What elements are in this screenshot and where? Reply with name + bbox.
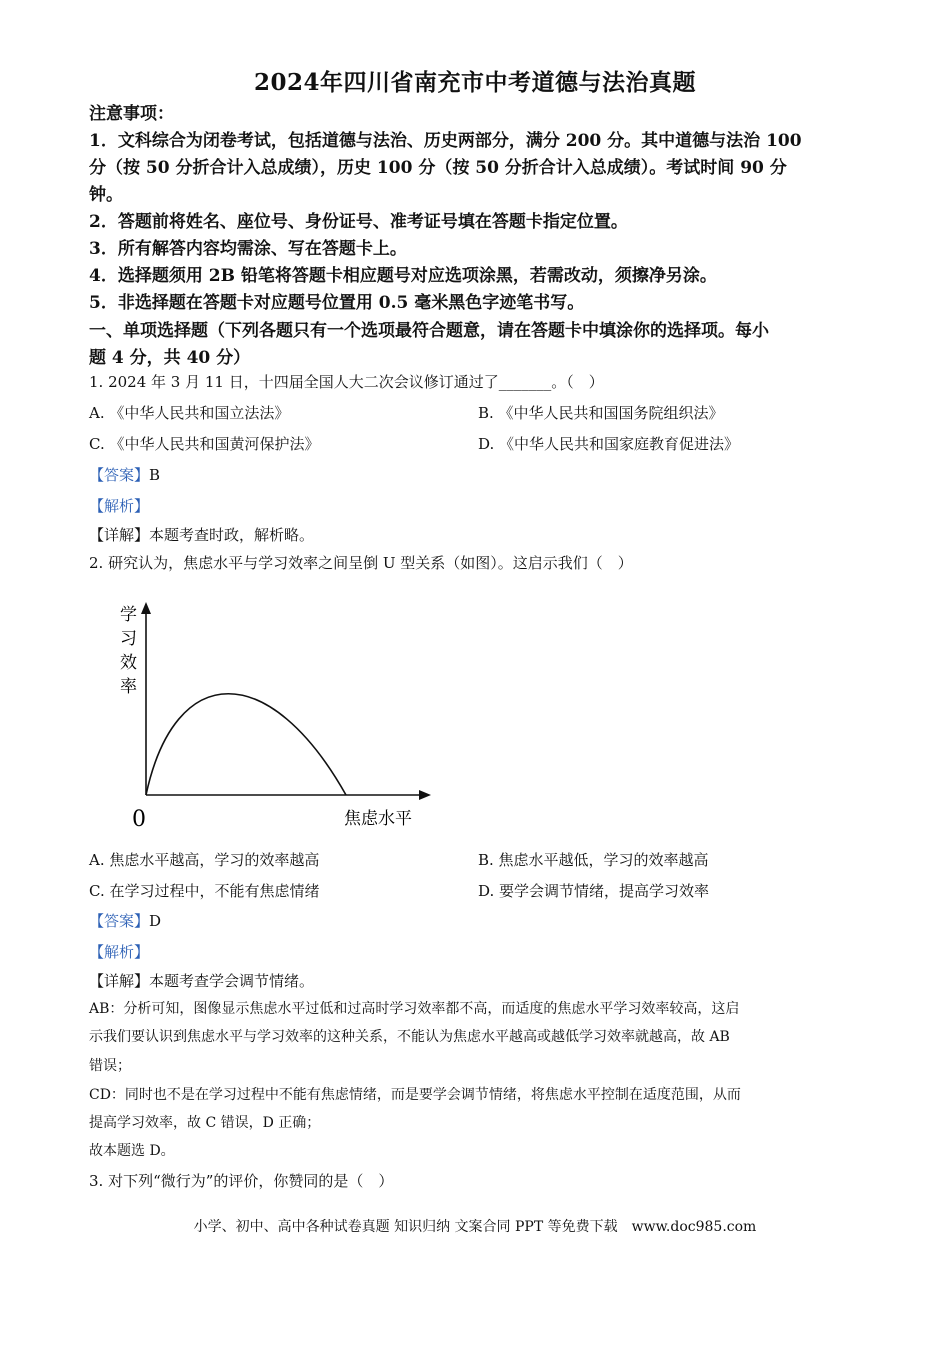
- section-heading-cont: 题 4 分，共 40 分）: [89, 348, 251, 368]
- q3-stem: 3. 对下列“微行为”的评价，你赞同的是（ ）: [89, 1172, 394, 1190]
- q1-analysis-tag: 【解析】: [89, 497, 150, 515]
- anxiety-efficiency-figure: [100, 600, 440, 835]
- answer-tag: 【答案】: [89, 466, 150, 484]
- q2-explanation-line: 故本题选 D。: [89, 1143, 175, 1159]
- q2-option-c: C. 在学习过程中，不能有焦虑情绪: [89, 882, 320, 900]
- section-heading: 一、单项选择题（下列各题只有一个选项最符合题意，请在答题卡中填涂你的选择项。每小: [89, 321, 769, 341]
- y-label-char: 学: [120, 605, 137, 625]
- y-label-char: 习: [120, 629, 137, 649]
- q2-stem: 2. 研究认为，焦虑水平与学习效率之间呈倒 U 型关系（如图）。这启示我们（ ）: [89, 554, 633, 572]
- notice-line: 2．答题前将姓名、座位号、身份证号、准考证号填在答题卡指定位置。: [89, 212, 628, 232]
- x-axis-arrow: [419, 790, 431, 800]
- notice-line: 3．所有解答内容均需涂、写在答题卡上。: [89, 239, 407, 259]
- origin-label: 0: [132, 807, 146, 832]
- q1-detail: [89, 524, 314, 546]
- q1-stem: 1. 2024 年 3 月 11 日，十四届全国人大二次会议修订通过了_______。（ ）: [89, 373, 604, 391]
- notice-line: 1．文科综合为闭卷考试，包括道德与法治、历史两部分，满分 200 分。其中道德与法治 100: [89, 131, 802, 151]
- answer-value: B: [149, 466, 161, 484]
- page-footer: 小学、初中、高中各种试卷真题 知识归纳 文案合同 PPT 等免费下载 www.doc985.com: [193, 1219, 757, 1235]
- detail-tag: 【详解】: [89, 526, 150, 544]
- y-label-char: 效: [120, 653, 137, 673]
- q1-option-d: D. 《中华人民共和国家庭教育促进法》: [478, 435, 740, 453]
- q1-option-b: B. 《中华人民共和国国务院组织法》: [478, 404, 724, 422]
- q2-explanation-line: CD：同时也不是在学习过程中不能有焦虑情绪，而是要学会调节情绪，将焦虑水平控制在适度范围，从而: [89, 1087, 741, 1103]
- q1-option-a: A. 《中华人民共和国立法法》: [89, 404, 290, 422]
- notice-line: 4．选择题须用 2B 铅笔将答题卡相应题号对应选项涂黑，若需改动，须擦净另涂。: [89, 266, 717, 286]
- q2-detail: [89, 970, 314, 992]
- notice-line: 钟。: [89, 185, 123, 205]
- notice-line: 分（按 50 分折合计入总成绩），历史 100 分（按 50 分折合计入总成绩）。考试时间 90 分: [89, 158, 787, 178]
- q2-explanation-line: AB：分析可知，图像显示焦虑水平过低和过高时学习效率都不高，而适度的焦虑水平学习效率较高，这启: [89, 1001, 740, 1017]
- answer-tag: 【答案】: [89, 912, 150, 930]
- q1-answer: [89, 464, 160, 486]
- notice-heading: 注意事项：: [89, 104, 174, 124]
- q2-option-d: D. 要学会调节情绪，提高学习效率: [478, 882, 710, 900]
- exam-title: 2024年四川省南充市中考道德与法治真题: [253, 69, 696, 96]
- q2-explanation-line: 错误；: [89, 1058, 131, 1074]
- q2-answer: [89, 910, 161, 932]
- y-label-char: 率: [120, 677, 137, 697]
- detail-text: 本题考查时政，解析略。: [149, 526, 315, 544]
- inverted-u-curve: [146, 694, 346, 795]
- q2-explanation-line: 示我们要认识到焦虑水平与学习效率的这种关系，不能认为焦虑水平越高或越低学习效率就越高，故 AB: [89, 1029, 730, 1045]
- x-label: 焦虑水平: [344, 809, 412, 829]
- q2-explanation-line: 提高学习效率，故 C 错误，D 正确；: [89, 1115, 321, 1131]
- notice-line: 5．非选择题在答题卡对应题号位置用 0.5 毫米黑色字迹笔书写。: [89, 293, 585, 313]
- q1-option-c: C. 《中华人民共和国黄河保护法》: [89, 435, 320, 453]
- detail-tag: 【详解】: [89, 972, 150, 990]
- y-axis-arrow: [141, 602, 151, 614]
- q2-option-a: A. 焦虑水平越高，学习的效率越高: [89, 851, 320, 869]
- q2-option-b: B. 焦虑水平越低，学习的效率越高: [478, 851, 709, 869]
- detail-text: 本题考查学会调节情绪。: [149, 972, 315, 990]
- answer-value: D: [149, 912, 162, 930]
- q2-analysis-tag: 【解析】: [89, 943, 150, 961]
